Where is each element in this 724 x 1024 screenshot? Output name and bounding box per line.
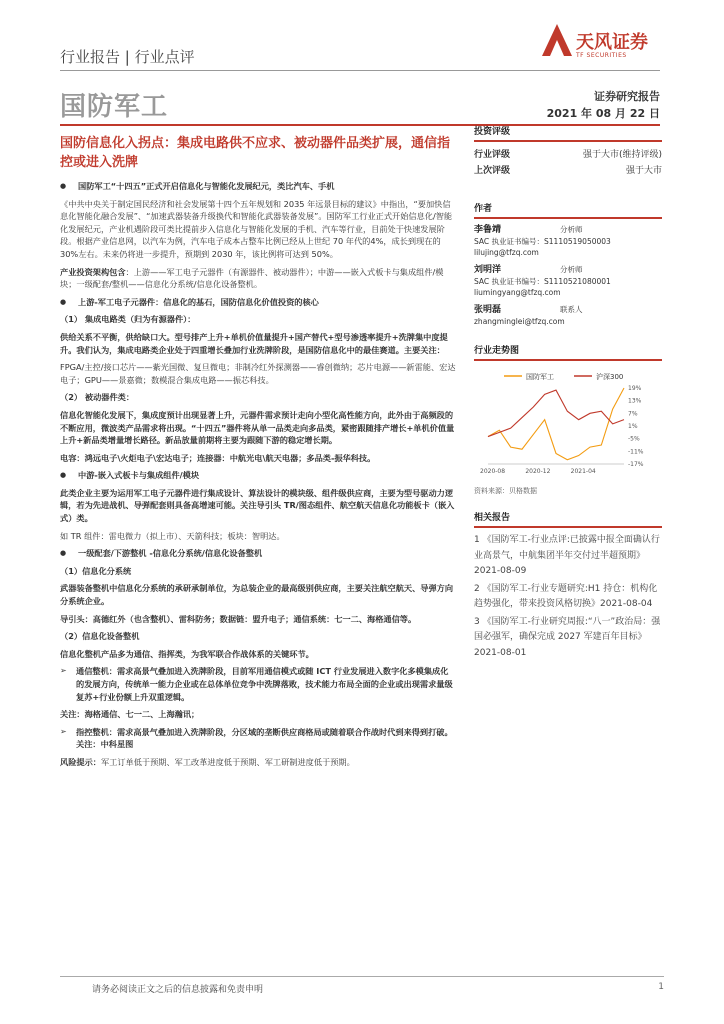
y-tick-label: 13%: [628, 397, 642, 405]
para-1: 《中共中央关于制定国民经济和社会发展第十四个五年规划和 2035 年远景目标的建议》中指出，“要加快信息化智能化融合发展”、“加速武器装备升级换代和智能化武器装备发展”。国防军工行业正式开始信息化/智能化发展纪元，产业机遇阶段可类比提前步入信息化与智能化发展的手机、汽车等行业，目前处于快速发展阶段。根据产业信息网，以汽车为例，汽车电子成本占整车比例已经从上世纪 70 年代的4%，成长到现在的 30%左右。未来仍将进一步提升，预期到 2030 年，该比例将可达到 50%。: [60, 198, 453, 259]
chart-source: 资料来源：贝格数据: [474, 487, 537, 495]
logo-name: 天风证券: [576, 32, 648, 53]
series-line-hs300: [488, 390, 624, 436]
para-9: 武器装备整机中信息化分系统的承研承制单位，为总装企业的最高级别供应商，主要关注航空航天、导弹方向分系统企业。: [60, 583, 454, 607]
author-1-email[interactable]: lilujing@tfzq.com: [474, 248, 539, 257]
author-2-cert: SAC 执业证书编号：S1110521080001: [474, 277, 611, 286]
footer-divider: [60, 976, 664, 977]
related-report-3[interactable]: 3 《国防军工-行业研究周报:“八一”政治局：强国必强军，确保完成 2027 军建百年目标》 2021-08-01: [474, 616, 661, 658]
prev-rating-value: 强于大市: [625, 166, 662, 176]
series-line-defense: [488, 388, 624, 460]
x-tick-label: 2020-08: [480, 468, 506, 475]
related-report-2[interactable]: 2 《国防军工-行业专题研究:H1 持仓：机构化趋势强化，带来投资风格切换》2021-08-04: [474, 583, 658, 609]
prev-rating: [474, 163, 662, 179]
bullet-3: ● 中游-嵌入式板卡与集成组件/模块: [60, 469, 456, 482]
footer-disclaimer: 请务必阅读正文之后的信息披露和免责申明: [92, 985, 264, 995]
bullet-1: ● 国防军工“十四五”正式开启信息化与智能化发展纪元，类比汽车、手机: [60, 180, 456, 193]
page-number: 1: [658, 982, 664, 992]
para-2-text: ：上游——军工电子元器件（有源器件、被动器件）；中游——嵌入式板卡与集成组件/模块；一级配套/整机——信息化分系统/信息化设备整机。: [60, 266, 444, 290]
industry-rating-label: 行业评级: [474, 150, 511, 160]
report-title: 国防信息化入拐点：集成电路供不应求、被动器件品类扩展，通信指控或进入洗牌: [60, 136, 451, 170]
arrow-item-1: ➢ 通信整机：需求高景气叠加进入洗牌阶段，目前军用通信模式或随 ICT 行业发展进入数字化多模集成化的发展方向，传统单一能力企业或在总体单位竞争中洗牌落败，技术能力布局全面的企业或出现需求量级复苏+行业份额上升双重逻辑。: [60, 665, 456, 703]
legend-label-hs300: 沪深300: [596, 373, 624, 381]
header-divider: [60, 70, 660, 71]
para-2: [60, 266, 456, 291]
y-tick-label: 1%: [628, 423, 638, 430]
subsection-3: （1）信息化分系统: [60, 565, 132, 576]
subsection-1: （1） 集成电路类（归为有源器件）：: [60, 314, 196, 325]
author-1: [474, 224, 662, 258]
para-12: 关注：海格通信、七一二、上海瀚讯；: [60, 709, 200, 720]
subsection-4: （2）信息化设备整机: [60, 631, 140, 642]
x-tick-label: 2020-12: [525, 468, 551, 475]
bullet-2: ● 上游-军工电子元器件：信息化的基石，国防信息化价值投资的核心: [60, 296, 456, 309]
para-8: 如 TR 组件：雷电微力（拟上市）、天箭科技；板块：智明达。: [60, 530, 285, 541]
sidebar: [474, 124, 662, 663]
risk-label: 风险提示：: [60, 756, 101, 767]
y-tick-label: -5%: [628, 435, 640, 443]
para-10: 导引头：高德红外（也含整机）、雷科防务；数据链：盟升电子；通信系统：七一二、海格通信等。: [60, 613, 417, 624]
author-3-email[interactable]: zhangminglei@tfzq.com: [474, 317, 565, 326]
author-2-role: 分析师: [560, 265, 583, 274]
author-1-role: 分析师: [560, 225, 583, 234]
report-date: 2021 年 08 月 22 日: [546, 107, 660, 120]
report-category: 行业报告 | 行业点评: [60, 48, 195, 66]
para-3: 供给关系不平衡，供给缺口大。型号排产上升+单机价值量提升+国产替代+型号渗透率提升+洗牌集中度提升。我们认为，集成电路类企业处于四重增长叠加行业洗牌阶段，是国防信息化中的最佳赛道。主要关注：: [60, 331, 448, 355]
rating-title: 投资评级: [474, 127, 511, 137]
para-7: 此类企业主要为运用军工电子元器件进行集成设计、算法设计的模块级、组件级供应商，主要为型号驱动力逻辑，若为先进战机、导弹配套则具备高增速可能。关注导引头 TR/图态组件、航空航天信息化功能板卡（嵌入式）类。: [60, 487, 455, 524]
legend-label-defense: 国防军工: [526, 373, 554, 381]
y-tick-label: -11%: [628, 448, 644, 456]
author-rule: [474, 217, 662, 219]
y-tick-label: -17%: [628, 461, 644, 468]
author-3: [474, 304, 662, 327]
author-2-name: 刘明洋: [474, 265, 502, 275]
risk-note: [60, 756, 456, 769]
arrow-item-2: ➢ 指控整机：需求高景气叠加进入洗牌阶段，分区域的垄断供应商格局或随着联合作战时代到来得到打破。关注：中科星图: [60, 726, 456, 751]
sector-title: 国防军工: [60, 92, 169, 122]
para-2-label: 产业投资架构包含: [60, 266, 126, 277]
industry-rating: [474, 147, 662, 163]
rating-rule: [474, 140, 662, 142]
para-6: 电容：鸿远电子\火炬电子\宏达电子；连接器：中航光电\航天电器；多品类-振华科技。: [60, 452, 376, 463]
main-body: [60, 180, 456, 774]
author-3-name: 张明磊: [474, 305, 502, 315]
trend-rule: [474, 359, 662, 361]
y-tick-label: 19%: [628, 385, 642, 392]
para-5: 信息化智能化发展下，集成度预计出现显著上升，元器件需求预计走向小型化高性能方向，此外由于高频段的不断应用，微波类产品需求将出现。“十四五”器件将从单一品类走向多品类，紧密跟随排产增长+单机价值量上升+新品类增量增长路径。新品放量前期将主要为跟随下游的稳定增长期。: [60, 409, 455, 446]
author-title: 作者: [474, 204, 493, 214]
author-3-role: 联系人: [560, 305, 583, 314]
author-1-name: 李鲁靖: [474, 225, 502, 235]
author-1-cert: SAC 执业证书编号：S1110519050003: [474, 237, 611, 246]
trend-chart: [474, 366, 662, 482]
bullet-4: ● 一级配套/下游整机 -信息化分系统/信息化设备整机: [60, 547, 456, 560]
para-11: 信息化整机产品多为通信、指挥类，为我军联合作战体系的关键环节。: [60, 648, 314, 659]
trend-title: 行业走势图: [474, 346, 520, 356]
logo-mark-icon: [540, 22, 574, 62]
x-tick-label: 2021-04: [570, 468, 596, 475]
report-type: 证券研究报告: [594, 90, 660, 103]
related-report-1[interactable]: 1 《国防军工-行业点评:已披露中报全面确认行业高景气，中航集团半年交付过半超预期》 2021-08-09: [474, 535, 660, 576]
prev-rating-label: 上次评级: [474, 166, 511, 176]
logo-en: TF SECURITIES: [576, 52, 627, 59]
tf-logo: [540, 22, 690, 72]
y-tick-label: 7%: [628, 410, 638, 418]
related-rule: [474, 526, 662, 528]
para-4: FPGA/主控/接口芯片——紫光国微、复旦微电；非制冷红外探测器——睿创微纳；芯片电源——新雷能、宏达电子；GPU——景嘉微；数模混合集成电路——振芯科技。: [60, 362, 456, 385]
author-2-email[interactable]: liumingyang@tfzq.com: [474, 288, 561, 297]
related-title: 相关报告: [474, 513, 511, 523]
industry-rating-value: 强于大市(维持评级): [582, 150, 662, 160]
risk-text: 军工订单低于预期、军工改革进度低于预期、军工研制进度低于预期。: [100, 756, 355, 767]
related-list: [474, 533, 662, 661]
subsection-2: （2） 被动器件类：: [60, 392, 135, 403]
author-2: [474, 264, 662, 298]
